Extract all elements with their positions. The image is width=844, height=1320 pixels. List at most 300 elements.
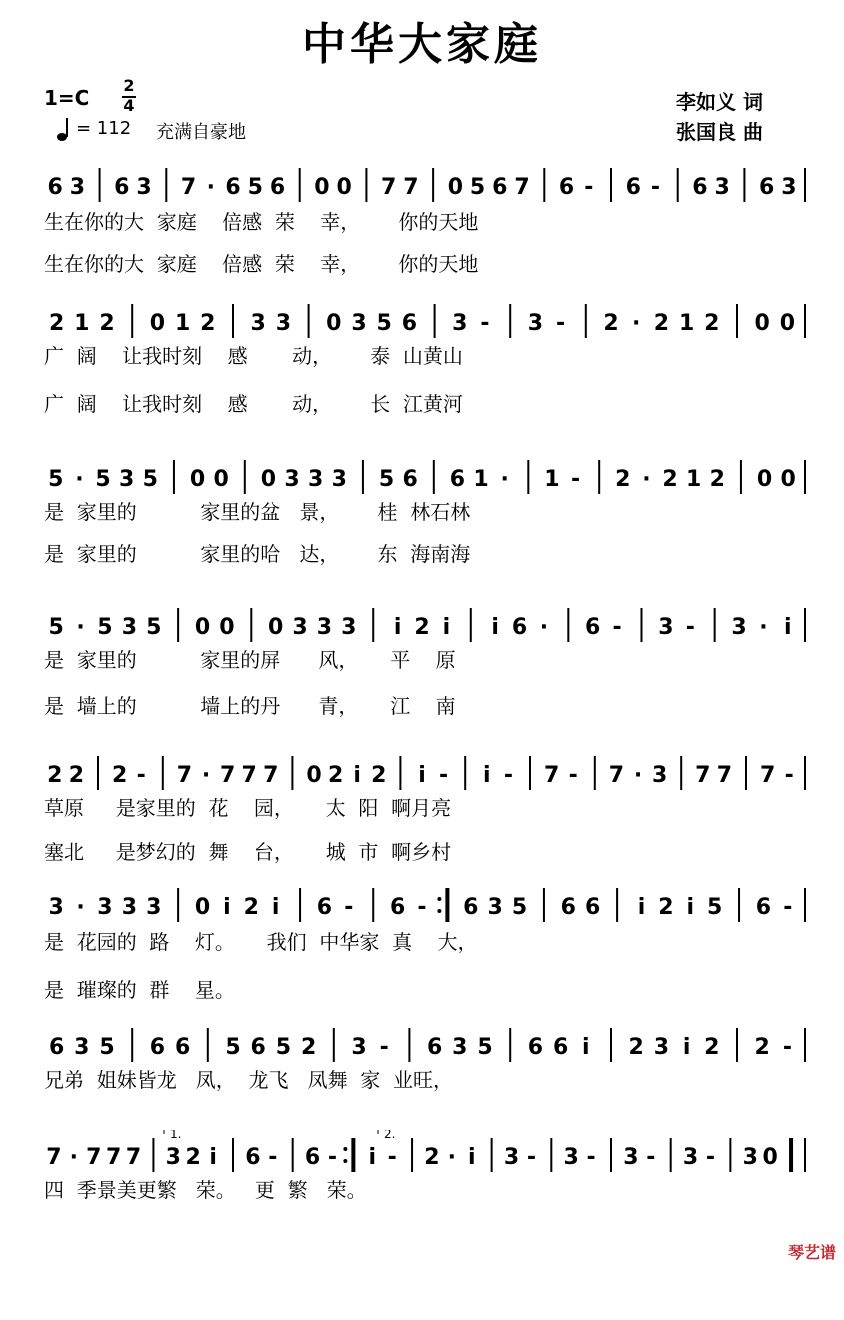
note-symbol: 7 xyxy=(695,763,711,788)
barline xyxy=(804,888,806,922)
note-symbol: 5 xyxy=(275,1035,292,1060)
note-symbol: - xyxy=(136,763,146,788)
note-symbol: i xyxy=(582,1035,590,1060)
score-line-8 xyxy=(0,1130,844,1320)
lyric-line-2: 生在你的大 家庭 倍感 荣 幸， 你的天地 xyxy=(44,252,479,276)
note-symbol: 3 xyxy=(250,311,266,336)
tempo-value: = 112 xyxy=(76,118,132,139)
note-symbol: 6 xyxy=(758,175,775,200)
note-symbol: 6 xyxy=(316,895,333,920)
note-symbol: 5 xyxy=(146,615,162,640)
note-symbol: 6 xyxy=(174,1035,191,1060)
note-symbol: 6 xyxy=(114,175,130,200)
time-signature-denominator: 4 xyxy=(123,96,135,115)
note-symbol: · xyxy=(642,467,651,492)
note-symbol: · xyxy=(75,467,84,492)
barline xyxy=(308,304,310,338)
barline xyxy=(804,1028,806,1062)
note-symbol: - xyxy=(584,175,594,200)
note-symbol: - xyxy=(556,311,566,336)
note-symbol: 3 xyxy=(341,615,357,640)
note-symbol: - xyxy=(439,763,449,788)
note-symbol: 0 xyxy=(306,763,322,788)
note-symbol: 3 xyxy=(527,311,544,336)
barline xyxy=(529,756,531,790)
note-symbol: 7 xyxy=(608,763,625,788)
note-symbol: 7 xyxy=(543,763,560,788)
note-symbol: 3 xyxy=(623,1145,639,1170)
note-symbol: 1 xyxy=(473,467,489,492)
note-symbol: 2 xyxy=(99,311,115,336)
note-symbol: · xyxy=(76,895,85,920)
lyric-line-1: 四 季景美更繁 荣。 更 繁 荣。 xyxy=(44,1178,367,1202)
note-symbol: - xyxy=(784,763,794,788)
barline xyxy=(131,1028,133,1062)
note-symbol: - xyxy=(612,615,622,640)
note-symbol: 7 xyxy=(403,175,419,200)
barline xyxy=(804,1138,806,1172)
note-symbol: - xyxy=(526,1145,536,1170)
barline xyxy=(677,168,679,202)
composer-credit: 张国良 曲 xyxy=(676,120,763,144)
note-symbol: 2 xyxy=(111,763,128,788)
note-symbol: - xyxy=(685,615,695,640)
note-symbol: 7 xyxy=(716,763,733,788)
lyric-line-2: 广 阔 让我时刻 感 动， 长 江黄河 xyxy=(44,392,463,416)
note-symbol: 0 xyxy=(447,175,464,200)
note-symbol: 3 xyxy=(331,467,347,492)
repeat-barline xyxy=(445,888,449,922)
note-symbol: 3 xyxy=(658,615,674,640)
note-symbol: 0 xyxy=(260,467,277,492)
notation-line xyxy=(0,160,844,210)
barline xyxy=(804,460,806,494)
note-symbol: 0 xyxy=(326,311,342,336)
note-symbol: i xyxy=(686,895,695,920)
note-symbol: 3 xyxy=(119,467,135,492)
key-signature: 1=C xyxy=(44,86,90,110)
barline xyxy=(207,1028,209,1062)
note-symbol: 3 xyxy=(651,763,668,788)
note-symbol: i xyxy=(223,895,231,920)
note-symbol: - xyxy=(586,1145,596,1170)
barline xyxy=(610,1138,612,1172)
notation-line xyxy=(0,296,844,346)
barline xyxy=(131,304,133,338)
lyric-line-2: 是 璀璨的 群 星。 xyxy=(44,978,235,1002)
note-symbol: 6 xyxy=(558,175,575,200)
barline xyxy=(594,756,596,790)
barline xyxy=(491,1138,493,1172)
notation-line xyxy=(0,1020,844,1070)
barline xyxy=(804,304,806,338)
note-symbol: - xyxy=(417,895,427,920)
barline xyxy=(736,1028,738,1062)
note-symbol: 7 xyxy=(125,1145,142,1170)
note-symbol: i xyxy=(353,763,361,788)
note-symbol: 0 xyxy=(756,467,773,492)
barline xyxy=(740,460,742,494)
note-symbol: 0 xyxy=(149,311,166,336)
barline xyxy=(372,888,374,922)
note-symbol: 5 xyxy=(99,1035,115,1060)
note-symbol: - xyxy=(344,895,354,920)
watermark-logo: 琴艺谱 xyxy=(787,1243,836,1262)
note-symbol: 7 xyxy=(105,1145,122,1170)
note-symbol: 3 xyxy=(503,1145,520,1170)
note-symbol: 3 xyxy=(97,895,113,920)
barline xyxy=(543,888,545,922)
note-symbol: 5 xyxy=(97,615,113,640)
note-symbol: 3 xyxy=(714,175,730,200)
note-symbol: 2 xyxy=(709,467,725,492)
barline xyxy=(244,460,246,494)
barline xyxy=(509,304,511,338)
note-symbol: 6 xyxy=(304,1145,321,1170)
repeat-barline xyxy=(789,1138,793,1172)
note-symbol: - xyxy=(568,763,578,788)
note-symbol: 3 xyxy=(452,1035,468,1060)
note-symbol: 3 xyxy=(275,311,292,336)
note-symbol: 0 xyxy=(762,1145,778,1170)
note-symbol: 6 xyxy=(48,1035,65,1060)
note-symbol: 6 xyxy=(389,895,406,920)
volta-label: 2. xyxy=(384,1130,396,1141)
note-symbol: · xyxy=(76,615,85,640)
note-symbol: i xyxy=(209,1145,217,1170)
barline xyxy=(610,168,612,202)
note-symbol: i xyxy=(467,1145,476,1170)
barline xyxy=(232,304,234,338)
note-symbol: 5 xyxy=(378,467,395,492)
note-symbol: 0 xyxy=(194,615,211,640)
note-symbol: 2 xyxy=(48,311,65,336)
note-symbol: - xyxy=(570,467,581,492)
barline xyxy=(729,1138,731,1172)
barline xyxy=(408,1028,410,1062)
lyric-line-2: 塞北 是梦幻的 舞 台， 城 市 啊乡村 xyxy=(44,840,452,864)
note-symbol: 3 xyxy=(292,615,308,640)
repeat-dot xyxy=(343,1159,347,1163)
note-symbol: 6 xyxy=(585,895,601,920)
note-symbol: - xyxy=(480,311,490,336)
barline xyxy=(464,756,466,790)
note-symbol: 3 xyxy=(308,467,324,492)
note-symbol: 6 xyxy=(560,895,576,920)
volta-label: 1. xyxy=(170,1130,182,1141)
note-symbol: 3 xyxy=(351,1035,367,1060)
note-symbol: 5 xyxy=(95,467,111,492)
note-symbol: 5 xyxy=(225,1035,241,1060)
barline xyxy=(173,460,175,494)
note-symbol: 2 xyxy=(658,895,674,920)
note-symbol: 2 xyxy=(615,467,631,492)
note-symbol: 0 xyxy=(336,175,352,200)
lyric-line-1: 是 家里的 家里的屏 风， 平 原 xyxy=(44,648,456,672)
barline xyxy=(470,608,472,642)
note-symbol: 3 xyxy=(653,1035,670,1060)
barline xyxy=(232,1138,234,1172)
note-symbol: 2 xyxy=(371,763,387,788)
note-symbol: 3 xyxy=(69,175,86,200)
note-symbol: 6 xyxy=(225,175,241,200)
note-symbol: 6 xyxy=(269,175,286,200)
note-symbol: i xyxy=(442,615,451,640)
note-symbol: - xyxy=(782,1035,792,1060)
note-symbol: 2 xyxy=(754,1035,770,1060)
lyric-line-1: 广 阔 让我时刻 感 动， 泰 山黄山 xyxy=(44,344,463,368)
note-symbol: 7 xyxy=(46,1145,62,1170)
barline xyxy=(399,756,401,790)
barline xyxy=(99,168,101,202)
note-symbol: 6 xyxy=(245,1145,261,1170)
note-symbol: 6 xyxy=(449,467,466,492)
note-symbol: · xyxy=(759,615,768,640)
barline xyxy=(543,168,545,202)
barline xyxy=(804,168,806,202)
barline xyxy=(292,1138,294,1172)
note-symbol: 0 xyxy=(213,467,229,492)
note-symbol: 3 xyxy=(284,467,300,492)
note-symbol: 1 xyxy=(174,311,191,336)
volta-bracket xyxy=(164,1130,370,1134)
note-symbol: 3 xyxy=(74,1035,90,1060)
lyric-line-1: 是 家里的 家里的盆 景， 桂 林石林 xyxy=(44,500,471,524)
note-symbol: - xyxy=(705,1145,716,1170)
barline xyxy=(365,168,367,202)
note-symbol: 2 xyxy=(47,763,63,788)
note-symbol: 5 xyxy=(706,895,723,920)
note-symbol: 3 xyxy=(316,615,333,640)
note-symbol: 0 xyxy=(754,311,770,336)
note-symbol: - xyxy=(327,1145,338,1170)
note-symbol: 5 xyxy=(477,1035,493,1060)
note-symbol: 6 xyxy=(402,467,418,492)
note-symbol: 7 xyxy=(180,175,197,200)
note-symbol: 2 xyxy=(68,763,85,788)
note-symbol: 3 xyxy=(136,175,152,200)
repeat-dot xyxy=(437,909,441,913)
barline xyxy=(177,888,179,922)
note-symbol: 2 xyxy=(603,311,619,336)
note-symbol: 2 xyxy=(414,615,430,640)
note-symbol: 6 xyxy=(511,615,528,640)
note-symbol: · xyxy=(447,1145,457,1170)
note-symbol: 5 xyxy=(376,311,392,336)
note-symbol: 3 xyxy=(121,895,138,920)
note-symbol: i xyxy=(637,895,646,920)
song-title: 中华大家庭 xyxy=(302,19,542,70)
note-symbol: 6 xyxy=(250,1035,266,1060)
note-symbol: 3 xyxy=(452,311,468,336)
repeat-dot xyxy=(437,897,441,901)
barline xyxy=(509,1028,511,1062)
note-symbol: · xyxy=(633,763,643,788)
note-symbol: - xyxy=(503,763,513,788)
note-symbol: 2 xyxy=(185,1145,201,1170)
note-symbol: 7 xyxy=(263,763,279,788)
barline xyxy=(745,756,747,790)
note-symbol: i xyxy=(682,1035,691,1060)
barline xyxy=(804,756,806,790)
note-symbol: i xyxy=(418,763,426,788)
barline xyxy=(333,1028,335,1062)
note-symbol: 2 xyxy=(704,1035,720,1060)
note-symbol: 0 xyxy=(268,615,284,640)
barline xyxy=(250,608,252,642)
barline xyxy=(372,608,374,642)
quarter-note-icon xyxy=(56,116,72,142)
note-symbol: 6 xyxy=(149,1035,166,1060)
note-symbol: - xyxy=(783,895,793,920)
note-symbol: · xyxy=(632,311,641,336)
note-symbol: 0 xyxy=(779,311,796,336)
barline xyxy=(291,756,293,790)
note-symbol: 6 xyxy=(755,895,772,920)
note-symbol: 7 xyxy=(241,763,257,788)
note-symbol: 3 xyxy=(48,895,64,920)
lyric-line-1: 草原 是家里的 花 园， 太 阳 啊月亮 xyxy=(44,796,452,820)
notation-line xyxy=(0,1130,844,1180)
note-symbol: 7 xyxy=(176,763,193,788)
notation-line xyxy=(0,880,844,930)
note-symbol: 2 xyxy=(243,895,259,920)
lyric-line-2: 是 墙上的 墙上的丹 青， 江 南 xyxy=(44,694,456,718)
note-symbol: 1 xyxy=(678,311,695,336)
note-symbol: 2 xyxy=(628,1035,644,1060)
note-symbol: 0 xyxy=(194,895,211,920)
note-symbol: 3 xyxy=(563,1145,579,1170)
barline xyxy=(165,168,167,202)
barline xyxy=(567,608,569,642)
barline xyxy=(714,608,716,642)
note-symbol: · xyxy=(69,1145,79,1170)
note-symbol: - xyxy=(387,1145,397,1170)
note-symbol: - xyxy=(650,175,661,200)
barline xyxy=(527,460,529,494)
note-symbol: - xyxy=(379,1035,389,1060)
repeat-barline xyxy=(351,1138,355,1172)
note-symbol: 3 xyxy=(165,1145,181,1170)
note-symbol: 3 xyxy=(146,895,162,920)
barline xyxy=(362,460,364,494)
note-symbol: 5 xyxy=(511,895,528,920)
barline xyxy=(598,460,600,494)
note-symbol: i xyxy=(271,895,280,920)
barline xyxy=(411,1138,413,1172)
barline xyxy=(433,460,435,494)
expression-marking: 充满自豪地 xyxy=(156,122,246,143)
note-symbol: 6 xyxy=(401,311,418,336)
note-symbol: 6 xyxy=(625,175,641,200)
note-symbol: i xyxy=(491,615,499,640)
note-symbol: 3 xyxy=(731,615,747,640)
barline xyxy=(162,756,164,790)
volta-bracket xyxy=(378,1130,798,1134)
note-symbol: - xyxy=(646,1145,656,1170)
note-symbol: 3 xyxy=(682,1145,699,1170)
note-symbol: 1 xyxy=(686,467,702,492)
note-symbol: 5 xyxy=(142,467,158,492)
time-signature-numerator: 2 xyxy=(123,76,135,95)
note-symbol: 6 xyxy=(492,175,508,200)
lyric-line-2: 是 家里的 家里的哈 达， 东 海南海 xyxy=(44,542,471,566)
barline xyxy=(152,1138,154,1172)
barline xyxy=(670,1138,672,1172)
note-symbol: 3 xyxy=(781,175,797,200)
note-symbol: 0 xyxy=(219,615,235,640)
repeat-dot xyxy=(343,1147,347,1151)
note-symbol: 6 xyxy=(527,1035,544,1060)
note-symbol: i xyxy=(393,615,402,640)
barline xyxy=(432,168,434,202)
note-symbol: 5 xyxy=(469,175,486,200)
note-symbol: i xyxy=(483,763,491,788)
note-symbol: 5 xyxy=(48,615,64,640)
barline xyxy=(299,168,301,202)
barline xyxy=(736,304,738,338)
notation-line xyxy=(0,452,844,502)
lyricist-credit: 李如义 词 xyxy=(676,90,763,114)
barline xyxy=(299,888,301,922)
lyric-line-1: 兄弟 姐妹皆龙 凤， 龙飞 凤舞 家 业旺， xyxy=(44,1068,454,1092)
barline xyxy=(616,888,618,922)
note-symbol: 1 xyxy=(74,311,90,336)
note-symbol: - xyxy=(268,1145,278,1170)
barline xyxy=(434,304,436,338)
note-symbol: 6 xyxy=(552,1035,569,1060)
barline xyxy=(585,304,587,338)
note-symbol: 3 xyxy=(742,1145,758,1170)
note-symbol: · xyxy=(206,175,215,200)
barline xyxy=(743,168,745,202)
note-symbol: 7 xyxy=(514,175,530,200)
note-symbol: 2 xyxy=(424,1145,440,1170)
note-symbol: 2 xyxy=(327,763,344,788)
note-symbol: · xyxy=(539,615,549,640)
note-symbol: 5 xyxy=(247,175,263,200)
note-symbol: · xyxy=(500,467,509,492)
note-symbol: 5 xyxy=(48,467,64,492)
note-symbol: 2 xyxy=(200,311,216,336)
note-symbol: 6 xyxy=(585,615,601,640)
note-symbol: · xyxy=(201,763,211,788)
notation-line xyxy=(0,748,844,798)
note-symbol: 6 xyxy=(463,895,479,920)
note-symbol: 7 xyxy=(759,763,776,788)
note-symbol: i xyxy=(368,1145,377,1170)
note-symbol: 0 xyxy=(780,467,796,492)
barline xyxy=(177,608,179,642)
note-symbol: 7 xyxy=(380,175,397,200)
lyric-line-1: 生在你的大 家庭 倍感 荣 幸， 你的天地 xyxy=(44,210,479,234)
note-symbol: i xyxy=(784,615,792,640)
note-symbol: 6 xyxy=(426,1035,443,1060)
barline xyxy=(97,756,99,790)
note-symbol: 6 xyxy=(47,175,63,200)
note-symbol: 3 xyxy=(351,311,367,336)
barline xyxy=(640,608,642,642)
note-symbol: 2 xyxy=(704,311,720,336)
barline xyxy=(610,1028,612,1062)
barline xyxy=(804,608,806,642)
note-symbol: 1 xyxy=(544,467,560,492)
note-symbol: 7 xyxy=(86,1145,102,1170)
note-symbol: 0 xyxy=(314,175,330,200)
note-symbol: 2 xyxy=(300,1035,317,1060)
note-symbol: 7 xyxy=(219,763,236,788)
lyric-line-1: 是 花园的 路 灯。 我们 中华家 真 大， xyxy=(44,930,478,954)
